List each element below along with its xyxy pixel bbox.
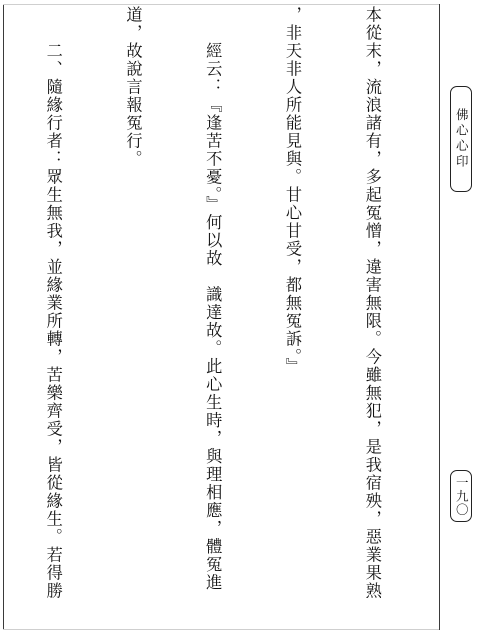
text-column: ，非天非人所能見與。甘心甘受，都無冤訴。』 [283,6,303,376]
page-frame-top-line [3,4,439,5]
text-column: 道，故說言報冤行。 [123,6,143,168]
vertical-text-body [12,6,438,628]
text-column: 二、隨緣行者：眾生無我，並緣業所轉，苦樂齊受，皆從緣生。若得勝 [43,6,63,600]
text-column: 本從末，流浪諸有，多起冤憎，違害無限。今雖無犯，是我宿殃，惡業果熟 [362,6,382,600]
book-title-tab [450,86,472,192]
page-frame-left-line [3,4,4,630]
page-frame-bottom-line [3,629,439,630]
book-title: 佛心心印 [454,108,470,170]
page-frame-right-line [439,4,440,630]
page-number: 一九〇 [454,475,470,517]
page-number-tab [450,470,472,522]
text-column: 經云：『逢苦不憂。』何以故 識達故。此心生時，與理相應，體冤進 [203,6,223,592]
